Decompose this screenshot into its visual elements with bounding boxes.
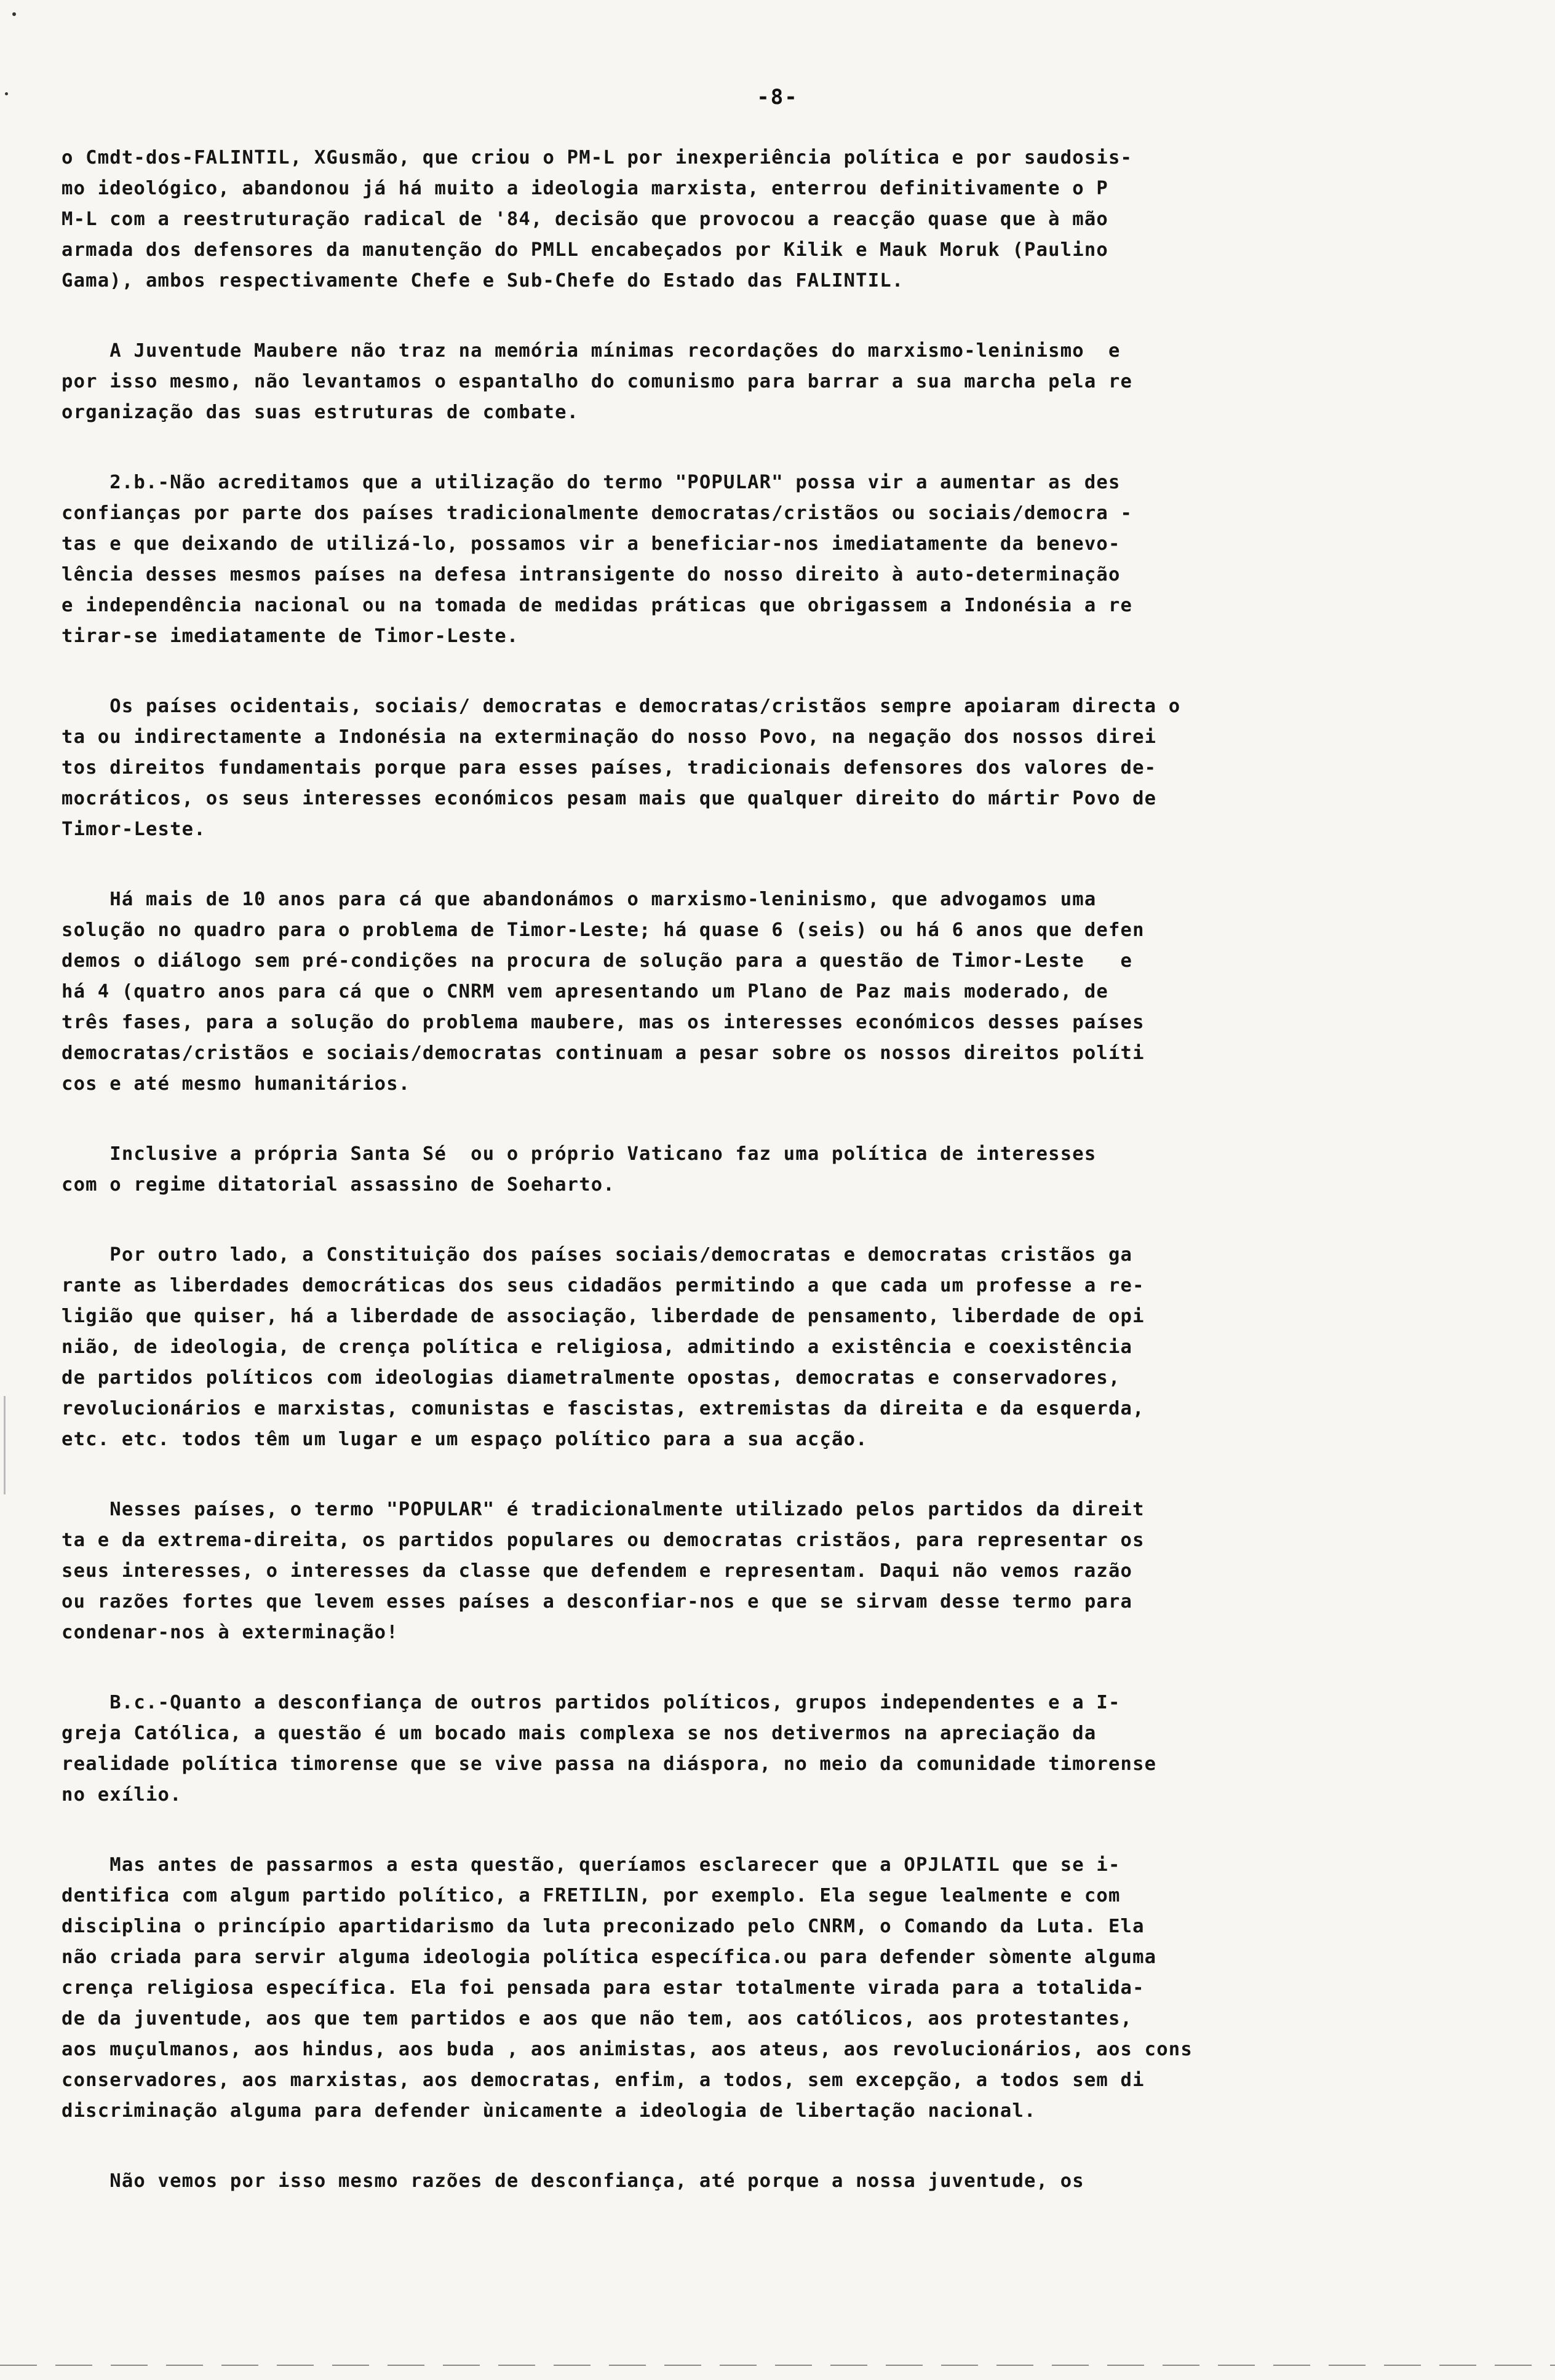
- text-line: três fases, para a solução do problema maubere, mas os interesses económicos desses países: [62, 1012, 1145, 1033]
- paragraph: [62, 336, 1446, 428]
- text-line: há 4 (quatro anos para cá que o CNRM vem apresentando um Plano de Paz mais moderado, de: [62, 981, 1108, 1002]
- text-line: etc. etc. todos têm um lugar e um espaço político para a sua acção.: [62, 1429, 868, 1450]
- paragraph: [62, 1139, 1446, 1200]
- text-line: ta e da extrema-direita, os partidos populares ou democratas cristãos, para representar os: [62, 1529, 1145, 1551]
- paragraph: [62, 884, 1446, 1100]
- text-line: nião, de ideologia, de crença política e religiosa, admitindo a existência e coexistência: [62, 1336, 1133, 1358]
- text-line: ta ou indirectamente a Indonésia na exterminação do nosso Povo, na negação dos nossos direi: [62, 726, 1157, 748]
- text-line: Os países ocidentais, sociais/ democratas e democratas/cristãos sempre apoiaram directa o: [62, 696, 1181, 717]
- text-line: cos e até mesmo humanitários.: [62, 1073, 411, 1095]
- text-line: mo ideológico, abandonou já há muito a ideologia marxista, enterrou definitivamente o P: [62, 178, 1108, 199]
- text-line: M-L com a reestruturação radical de '84, decisão que provocou a reacção quase que à mão: [62, 208, 1108, 230]
- paragraph: [62, 691, 1446, 845]
- text-line: por isso mesmo, não levantamos o espantalho do comunismo para barrar a sua marcha pela re: [62, 371, 1133, 392]
- text-line: aos muçulmanos, aos hindus, aos buda , aos animistas, aos ateus, aos revolucionários, aos cons: [62, 2039, 1193, 2060]
- text-line: disciplina o princípio apartidarismo da luta preconizado pelo CNRM, o Comando da Luta. Ela: [62, 1916, 1145, 1937]
- text-line: de partidos políticos com ideologias diametralmente opostas, democratas e conservadores,: [62, 1367, 1121, 1389]
- text-line: e independência nacional ou na tomada de medidas práticas que obrigassem a Indonésia a re: [62, 595, 1133, 616]
- text-line: Há mais de 10 anos para cá que abandonámos o marxismo-leninismo, que advogamos uma: [62, 889, 1097, 910]
- paragraph: [62, 1850, 1446, 2127]
- text-line: Gama), ambos respectivamente Chefe e Sub-Chefe do Estado das FALINTIL.: [62, 270, 904, 292]
- page-number: -8-: [757, 85, 798, 109]
- text-line: Mas antes de passarmos a esta questão, queríamos esclarecer que a OPJLATIL que se i-: [62, 1854, 1121, 1876]
- text-line: tas e que deixando de utilizá-lo, possamos vir a beneficiar-nos imediatamente da benevo-: [62, 533, 1121, 555]
- text-line: organização das suas estruturas de combate.: [62, 402, 579, 423]
- stray-ink-mark: [12, 12, 16, 16]
- margin-mark: [4, 1396, 6, 1494]
- paragraph: [62, 1688, 1446, 1811]
- text-line: mocráticos, os seus interesses económicos pesam mais que qualquer direito do mártir Povo de: [62, 788, 1157, 809]
- text-line: discriminação alguma para defender ùnicamente a ideologia de libertação nacional.: [62, 2100, 1036, 2122]
- text-line: Nesses países, o termo "POPULAR" é tradicionalmente utilizado pelos partidos da direit: [62, 1499, 1145, 1520]
- text-line: conservadores, aos marxistas, aos democratas, enfim, a todos, sem excepção, a todos sem di: [62, 2069, 1145, 2091]
- text-line: Inclusive a própria Santa Sé ou o próprio Vaticano faz uma política de interesses: [62, 1143, 1097, 1165]
- text-line: com o regime ditatorial assassino de Soeharto.: [62, 1174, 615, 1196]
- text-line: ligião que quiser, há a liberdade de associação, liberdade de pensamento, liberdade de opi: [62, 1306, 1145, 1327]
- text-line: tirar-se imediatamente de Timor-Leste.: [62, 625, 519, 647]
- text-line: tos direitos fundamentais porque para esses países, tradicionais defensores dos valores de-: [62, 757, 1157, 779]
- text-line: democratas/cristãos e sociais/democratas continuam a pesar sobre os nossos direitos políti: [62, 1042, 1145, 1064]
- text-line: crença religiosa específica. Ela foi pensada para estar totalmente virada para a totalida-: [62, 1977, 1145, 1999]
- text-line: B.c.-Quanto a desconfiança de outros partidos políticos, grupos independentes e a I-: [62, 1692, 1121, 1713]
- text-line: no exílio.: [62, 1784, 182, 1806]
- text-line: Não vemos por isso mesmo razões de desconfiança, até porque a nossa juventude, os: [62, 2170, 1084, 2192]
- paragraph: [62, 2166, 1446, 2197]
- text-line: demos o diálogo sem pré-condições na procura de solução para a questão de Timor-Leste e: [62, 950, 1133, 972]
- paragraph: [62, 1240, 1446, 1455]
- paragraph: [62, 1494, 1446, 1648]
- text-line: condenar-nos à exterminação!: [62, 1622, 399, 1643]
- text-line: de da juventude, aos que tem partidos e aos que não tem, aos católicos, aos protestantes,: [62, 2008, 1133, 2029]
- text-line: greja Católica, a questão é um bocado mais complexa se nos detivermos na apreciação da: [62, 1723, 1097, 1744]
- body-text: [62, 143, 1446, 2236]
- text-line: dentifica com algum partido político, a FRETILIN, por exemplo. Ela segue lealmente e com: [62, 1885, 1121, 1906]
- text-line: Timor-Leste.: [62, 819, 206, 840]
- text-line: A Juventude Maubere não traz na memória mínimas recordações do marxismo-leninismo e: [62, 340, 1121, 362]
- text-line: solução no quadro para o problema de Timor-Leste; há quase 6 (seis) ou há 6 anos que defen: [62, 919, 1145, 941]
- text-line: ou razões fortes que levem esses países a desconfiar-nos e que se sirvam desse termo para: [62, 1591, 1133, 1612]
- text-line: confianças por parte dos países tradicionalmente democratas/cristãos ou sociais/democra -: [62, 502, 1133, 524]
- text-line: 2.b.-Não acreditamos que a utilização do termo "POPULAR" possa vir a aumentar as des: [62, 472, 1121, 493]
- text-line: armada dos defensores da manutenção do PMLL encabeçados por Kilik e Mauk Moruk (Paulino: [62, 239, 1108, 261]
- paragraph: [62, 467, 1446, 652]
- text-line: revolucionários e marxistas, comunistas e fascistas, extremistas da direita e da esquerda,: [62, 1398, 1145, 1419]
- text-line: Por outro lado, a Constituição dos países sociais/democratas e democratas cristãos ga: [62, 1244, 1133, 1266]
- text-line: seus interesses, o interesses da classe que defendem e representam. Daqui não vemos razão: [62, 1560, 1133, 1582]
- text-line: realidade política timorense que se vive passa na diáspora, no meio da comunidade timorense: [62, 1753, 1157, 1775]
- text-line: o Cmdt-dos-FALINTIL, XGusmão, que criou o PM-L por inexperiência política e por saudosis-: [62, 147, 1133, 169]
- bottom-rule: [0, 2365, 1555, 2366]
- text-line: lência desses mesmos países na defesa intransigente do nosso direito à auto-determinação: [62, 564, 1121, 585]
- text-line: não criada para servir alguma ideologia política específica.ou para defender sòmente alguma: [62, 1946, 1157, 1968]
- paragraph: [62, 143, 1446, 296]
- text-line: rante as liberdades democráticas dos seus cidadãos permitindo a que cada um professe a re-: [62, 1275, 1145, 1296]
